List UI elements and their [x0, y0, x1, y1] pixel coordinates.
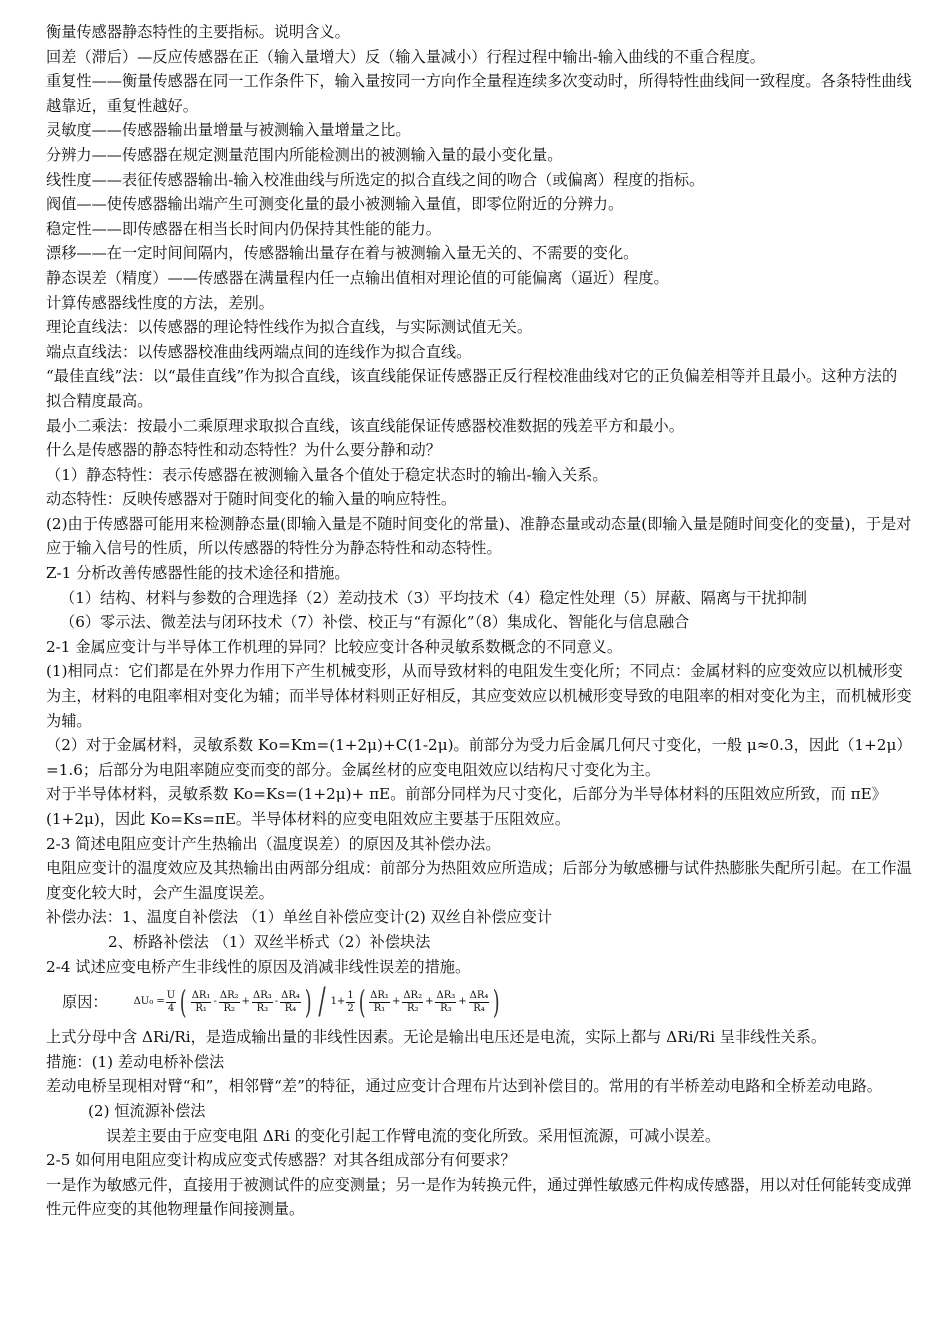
para-static-error: 静态误差（精度）——传感器在满量程内任一点输出值相对理论值的可能偏离（逼近）程度。: [46, 268, 669, 287]
para-why-split: (2)由于传感器可能用来检测静态量(即输入量是不随时间变化的常量)、准静态量或动态量(即输入量是随时间变化的变量)，于是对应于输入信号的性质，所以传感器的特性分为静态特性和动态特性。: [46, 514, 912, 558]
para-2-4-cause: 上式分母中含 ΔRi/Ri，是造成输出量的非线性因素。无论是输出电压还是电流，实际上都与 ΔRi/Ri 呈非线性关系。: [46, 1028, 827, 1047]
para-sensitivity: 灵敏度——传感器输出量增量与被测输入量增量之比。: [46, 121, 411, 140]
heading-2-5: 2-5 如何用电阻应变计构成应变式传感器？对其各组成部分有何要求？: [46, 1151, 516, 1170]
para-2-4-differential: 差动电桥呈现相对臂“和”，相邻臂“差”的特征，通过应变计合理布片达到补偿目的。常用的有半桥差动电路和全桥差动电路。: [46, 1077, 882, 1096]
formula-half: $\frac{1}{2}$: [347, 989, 354, 1014]
para-stability: 稳定性——即传感器在相当长时间内仍保持其性能的能力。: [46, 219, 441, 238]
heading-2-1: 2-1 金属应变计与半导体工作机理的异同？比较应变计各种灵敏系数概念的不同意义。: [46, 637, 623, 656]
formula-right-terms: [368, 990, 490, 1015]
formula-fraction: $\frac{\text{ΔR₂}}{\text{R₂}}$: [219, 989, 239, 1014]
formula-fraction: $\frac{\text{ΔR₃}}{\text{R₃}}$: [436, 989, 456, 1014]
formula-one-plus: 1+: [330, 996, 346, 1008]
para-repeatability: 重复性——衡量传感器在同一工作条件下，输入量按同一方向作全量程连续多次变动时，所得特性曲线间一致程度。各条特性曲线越靠近，重复性越好。: [46, 72, 912, 115]
formula-fraction: $\frac{\text{ΔR₄}}{\text{R₄}}$: [281, 989, 300, 1014]
para-2-1-metal: （2）对于金属材料，灵敏系数 Ko=Km=(1+2μ)+C(1-2μ)。前部分为受力后金属几何尺寸变化，一般 μ≈0.3，因此（1+2μ）=1.6；后部分为电阻率随应变而变的部分。金属丝材的应变电阻效应以结构尺寸变化为主。: [46, 736, 912, 779]
para-endpoint-line: 端点直线法：以传感器校准曲线两端点间的连线作为拟合直线。: [46, 342, 472, 361]
formula-fraction: $\frac{\text{ΔR₁}}{\text{R₁}}$: [191, 989, 211, 1014]
para-2-1-semiconductor: 对于半导体材料，灵敏系数 Ko=Ks=(1+2μ)+ πE。前部分同样为尺寸变化，后部分为半导体材料的压阻效应所致，而 πE》(1+2μ)，因此 Ko=Ks=πE。半导体材料的应变电阻效应主要基于压阻效应。: [46, 785, 887, 828]
para-2-3-temperature: 电阻应变计的温度效应及其热输出由两部分组成：前部分为热阻效应所造成；后部分为敏感栅与试件热膨胀失配所引起。在工作温度变化较大时，会产生温度误差。: [46, 859, 912, 902]
formula-operator: +: [458, 996, 467, 1008]
para-hysteresis: 回差（滞后）—反应传感器在正（输入量增大）反（输入量减小）行程过程中输出-输入曲线的不重合程度。: [46, 47, 765, 66]
formula-lhs: ΔU₀ =: [133, 996, 165, 1008]
formula-operator: -: [213, 996, 217, 1008]
para-2-4-constant-current: 误差主要由于应变电阻 ΔRi 的变化引起工作臂电流的变化所致。采用恒流源，可减小误差。: [106, 1126, 721, 1145]
para-threshold: 阀值——使传感器输出端产生可测变化量的最小被测输入量值，即零位附近的分辨力。: [46, 195, 624, 214]
bridge-nonlinearity-formula: ΔU₀ = $\frac{U}{4}$ ( $\frac{\text{ΔR₁}}{\text{R₁}}$ - $\frac{\text{ΔR₂}}{\text{R₂}}$ + $\frac{\text{ΔR₃}}{\text{R₃}}$ - $\frac{\text{ΔR₄}}{\text{R₄}}$ ) / 1+ $\frac{1}{2}$ ( $\frac{\text{ΔR₁}}{\text{R₁}}$ + $\frac{\text{ΔR₂}}{\text{R₂}}$ + $\frac{\text{ΔR₃}}{\text{R₃}}$ + $\frac{\text{ΔR₄}}{\text{R₄}}$ ): [133, 981, 501, 1023]
formula-row: [46, 979, 912, 1025]
formula-fraction: $\frac{\text{ΔR₁}}{\text{R₁}}$: [370, 989, 389, 1014]
para-z1-measures-1: （1）结构、材料与参数的合理选择（2）差动技术（3）平均技术（4）稳定性处理（5）屏蔽、隔离与干扰抑制: [60, 588, 807, 607]
para-2-1-similarity: (1)相同点：它们都是在外界力作用下产生机械变形，从而导致材料的电阻发生变化所；不同点：金属材料的应变效应以机械形变为主，材料的电阻率相对变化为辅；而半导体材料则正好相反，其应变效应以机械形变导致的电阻率的相对变化为主，而机械形变为辅。: [46, 662, 912, 730]
formula-operator: +: [391, 996, 401, 1008]
para-dynamic-characteristic: 动态特性：反映传感器对于随时间变化的输入量的响应特性。: [46, 490, 457, 509]
formula-fraction: $\frac{\text{ΔR₃}}{\text{R₃}}$: [253, 989, 272, 1014]
formula-coef: $\frac{U}{4}$: [166, 989, 176, 1014]
formula-operator: +: [425, 996, 434, 1008]
para-2-5-answer: 一是作为敏感元件，直接用于被测试件的应变测量；另一是作为转换元件，通过弹性敏感元件构成传感器，用以对任何能转变成弹性元件应变的其他物理量作间接测量。: [46, 1175, 912, 1219]
para-linearity: 线性度——表征传感器输出-输入校准曲线与所选定的拟合直线之间的吻合（或偏离）程度的指标。: [46, 170, 705, 189]
para-resolution: 分辨力——传感器在规定测量范围内所能检测出的被测输入量的最小变化量。: [46, 145, 563, 164]
para-2-4-measure-1: 措施：(1) 差动电桥补偿法: [46, 1052, 225, 1071]
para-2-3-compensation-1: 补偿办法：1、温度自补偿法 （1）单丝自补偿应变计(2) 双丝自补偿应变计: [46, 908, 553, 927]
heading-static-dynamic: 什么是传感器的静态特性和动态特性？为什么要分静和动？: [46, 441, 441, 460]
heading-z1: Z-1 分析改善传感器性能的技术途径和措施。: [46, 564, 350, 583]
para-drift: 漂移——在一定时间间隔内，传感器输出量存在着与被测输入量无关的、不需要的变化。: [46, 244, 639, 263]
formula-left-terms: [190, 990, 302, 1015]
heading-2-3: 2-3 简述电阻应变计产生热输出（温度误差）的原因及其补偿办法。: [46, 834, 501, 853]
heading-2-4: 2-4 试述应变电桥产生非线性的原因及消减非线性误差的措施。: [46, 957, 471, 976]
formula-fraction: $\frac{\text{ΔR₂}}{\text{R₂}}$: [403, 989, 423, 1014]
para-best-line: “最佳直线”法：以“最佳直线”作为拟合直线，该直线能保证传感器正反行程校准曲线对它的正负偏差相等并且最小。这种方法的拟合精度最高。: [46, 367, 898, 410]
formula-label: 原因：: [62, 992, 108, 1011]
formula-operator: -: [274, 996, 279, 1008]
heading-linearity-methods: 计算传感器线性度的方法，差别。: [46, 293, 274, 312]
para-static-characteristic: （1）静态特性：表示传感器在被测输入量各个值处于稳定状态时的输出-输入关系。: [46, 465, 608, 484]
formula-operator: +: [241, 996, 251, 1008]
para-2-4-measure-2: (2) 恒流源补偿法: [88, 1101, 206, 1120]
formula-fraction: $\frac{\text{ΔR₄}}{\text{R₄}}$: [469, 989, 489, 1014]
para-least-squares: 最小二乘法：按最小二乘原理求取拟合直线，该直线能保证传感器校准数据的残差平方和最小。: [46, 416, 684, 435]
para-2-3-compensation-2: 2、桥路补偿法 （1）双丝半桥式（2）补偿块法: [108, 932, 431, 951]
para-theoretical-line: 理论直线法：以传感器的理论特性线作为拟合直线，与实际测试值无关。: [46, 318, 532, 337]
heading-static-indicators: 衡量传感器静态特性的主要指标。说明含义。: [46, 23, 350, 41]
para-z1-measures-2: （6）零示法、微差法与闭环技术（7）补偿、校正与“有源化”（8）集成化、智能化与信息融合: [60, 613, 690, 632]
